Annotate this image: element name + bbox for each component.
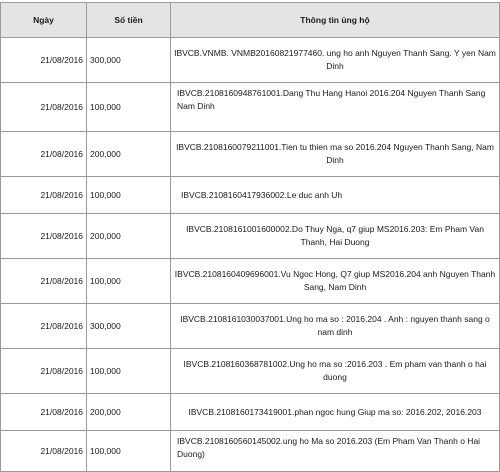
table-row — [1, 431, 500, 472]
table-row — [1, 177, 500, 214]
table-row — [1, 214, 500, 259]
row-amount: 200,000 — [87, 394, 171, 431]
row-info: IBVCB.2108161030037001.Ung ho ma so : 2016.204 . Anh : nguyen thanh sang o nam dinh — [171, 304, 500, 349]
row-info: IBVCB.VNMB. VNMB20160821977460. ung ho anh Nguyen Thanh Sang. Y yen Nam Dinh — [171, 38, 500, 83]
table-body — [1, 38, 500, 472]
header-row — [1, 3, 500, 38]
row-date: 21/08/2016 — [1, 38, 87, 83]
table-row — [1, 349, 500, 394]
row-date: 21/08/2016 — [1, 83, 87, 132]
row-info: IBVCB.2108160560145002.ung ho Ma so 2016.203 (Em Pham Van Thanh o Hai Duong) — [171, 431, 500, 472]
table-row — [1, 394, 500, 431]
row-date: 21/08/2016 — [1, 132, 87, 177]
row-info: IBVCB.2108160079211001.Tien tu thien ma so 2016.204 Nguyen Thanh Sang, Nam Dinh — [171, 132, 500, 177]
row-amount: 200,000 — [87, 214, 171, 259]
row-date: 21/08/2016 — [1, 431, 87, 472]
row-amount: 100,000 — [87, 83, 171, 132]
row-date: 21/08/2016 — [1, 259, 87, 304]
table-row — [1, 38, 500, 83]
row-date: 21/08/2016 — [1, 349, 87, 394]
row-info: IBVCB.2108160368781002.Ung ho ma so :2016.203 . Em pham van thanh o hai duong — [171, 349, 500, 394]
row-amount: 100,000 — [87, 431, 171, 472]
row-info: IBVCB.2108161001600002.Do Thuy Nga, q7 giup MS2016.203: Em Pham Van Thanh, Hai Duong — [171, 214, 500, 259]
row-date: 21/08/2016 — [1, 177, 87, 214]
table-row — [1, 259, 500, 304]
row-date: 21/08/2016 — [1, 394, 87, 431]
row-info: IBVCB.2108160409696001.Vu Ngoc Hong, Q7 giup MS2016.204 anh Nguyen Thanh Sang, Nam Dinh — [171, 259, 500, 304]
header-info: Thông tin ủng hộ — [171, 3, 500, 38]
row-info: IBVCB.2108160173419001.phan ngoc hung Giup ma so: 2016.202, 2016.203 — [171, 394, 500, 431]
table-row — [1, 132, 500, 177]
table-row — [1, 83, 500, 132]
row-amount: 300,000 — [87, 38, 171, 83]
row-info: IBVCB.2108160948761001.Dang Thu Hang Hanoi 2016.204 Nguyen Thanh Sang Nam Dinh — [171, 83, 500, 132]
table-header — [1, 3, 500, 38]
donations-table — [0, 2, 500, 472]
table-row — [1, 304, 500, 349]
header-amount: Số tiền — [87, 3, 171, 38]
row-amount: 100,000 — [87, 349, 171, 394]
row-amount: 100,000 — [87, 177, 171, 214]
header-date: Ngày — [1, 3, 87, 38]
row-amount: 200,000 — [87, 132, 171, 177]
row-info: IBVCB.2108160417936002.Le duc anh Uh — [171, 177, 500, 214]
row-amount: 100,000 — [87, 259, 171, 304]
row-amount: 300,000 — [87, 304, 171, 349]
row-date: 21/08/2016 — [1, 304, 87, 349]
row-date: 21/08/2016 — [1, 214, 87, 259]
